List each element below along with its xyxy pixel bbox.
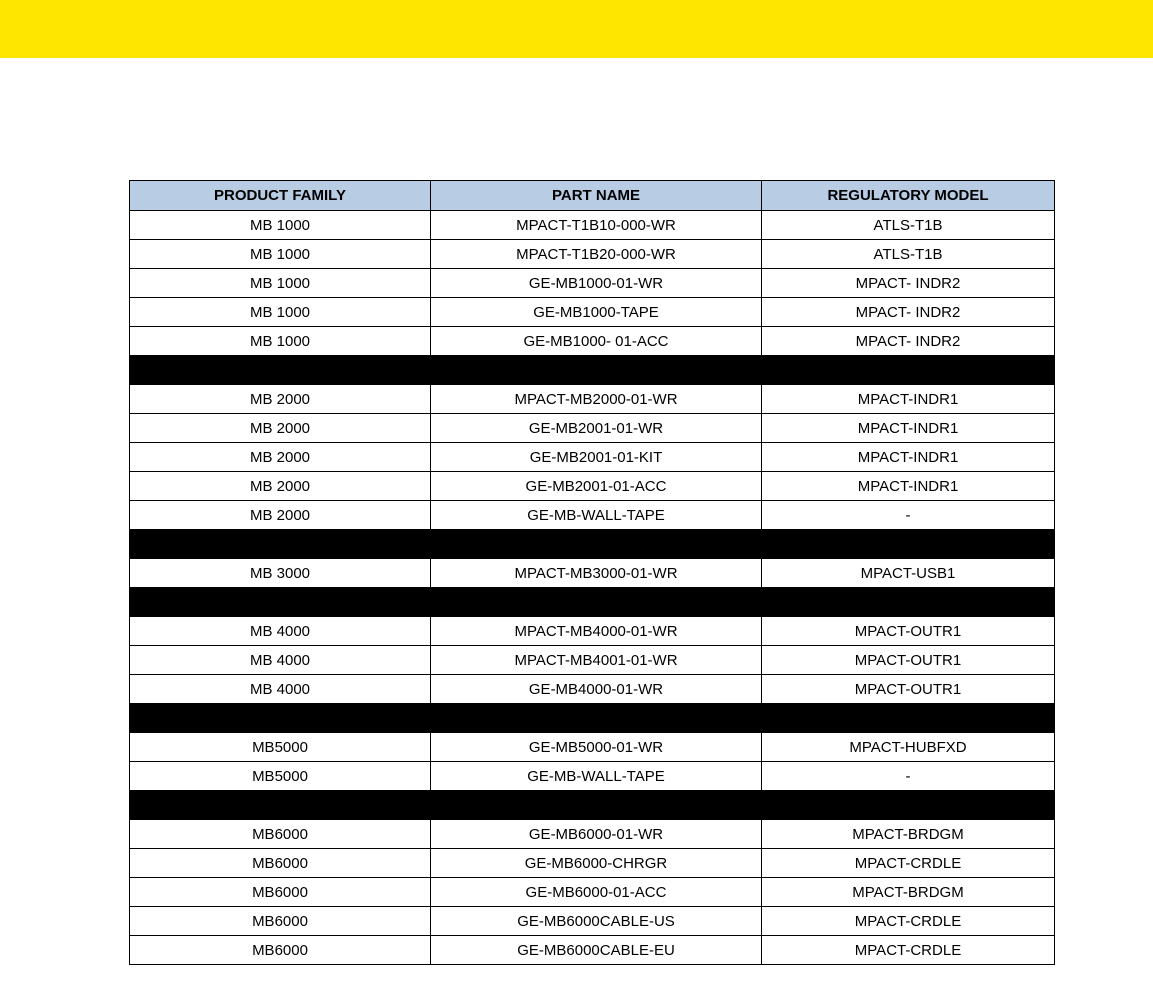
regulatory-model-table [129,180,1055,965]
product-family-cell: MB6000 [130,878,431,907]
product-family-cell: MB6000 [130,936,431,965]
regulatory-model-cell: - [762,501,1055,530]
table-row [130,733,1055,762]
table-row [130,472,1055,501]
regulatory-model-cell: MPACT-INDR1 [762,443,1055,472]
separator-row [130,791,1055,820]
regulatory-model-cell: MPACT- INDR2 [762,327,1055,356]
part-name-cell: GE-MB1000-01-WR [431,269,762,298]
product-family-cell: MB 2000 [130,472,431,501]
part-name-cell: GE-MB6000CABLE-US [431,907,762,936]
table-row [130,443,1055,472]
part-name-cell: GE-MB1000- 01-ACC [431,327,762,356]
product-family-cell: MB 1000 [130,327,431,356]
product-family-cell: MB 1000 [130,211,431,240]
header-row [130,181,1055,211]
table-row [130,675,1055,704]
header-product-family: PRODUCT FAMILY [130,181,431,211]
part-name-cell: GE-MB2001-01-WR [431,414,762,443]
table-row [130,617,1055,646]
regulatory-model-cell: MPACT-INDR1 [762,472,1055,501]
product-family-cell: MB 4000 [130,617,431,646]
product-family-cell: MB 1000 [130,298,431,327]
separator-row [130,530,1055,559]
product-family-cell: MB 2000 [130,501,431,530]
part-name-cell: GE-MB5000-01-WR [431,733,762,762]
table-row [130,414,1055,443]
separator-cell [130,704,1055,733]
part-name-cell: GE-MB4000-01-WR [431,675,762,704]
product-family-cell: MB 2000 [130,385,431,414]
part-name-cell: GE-MB-WALL-TAPE [431,501,762,530]
table-row [130,820,1055,849]
regulatory-model-cell: - [762,762,1055,791]
separator-row [130,704,1055,733]
regulatory-model-cell: ATLS-T1B [762,211,1055,240]
top-banner [0,0,1153,58]
part-name-cell: GE-MB2001-01-ACC [431,472,762,501]
table-row [130,385,1055,414]
table-row [130,849,1055,878]
product-family-cell: MB6000 [130,849,431,878]
product-family-cell: MB5000 [130,733,431,762]
table-row [130,559,1055,588]
part-name-cell: GE-MB6000-01-ACC [431,878,762,907]
regulatory-model-cell: MPACT-USB1 [762,559,1055,588]
product-family-cell: MB 2000 [130,414,431,443]
regulatory-model-cell: MPACT-OUTR1 [762,675,1055,704]
regulatory-model-cell: MPACT-INDR1 [762,385,1055,414]
table-row [130,936,1055,965]
part-name-cell: MPACT-MB4001-01-WR [431,646,762,675]
separator-cell [130,588,1055,617]
separator-cell [130,530,1055,559]
part-name-cell: MPACT-MB3000-01-WR [431,559,762,588]
table-row [130,298,1055,327]
header-regulatory-model: REGULATORY MODEL [762,181,1055,211]
table-row [130,646,1055,675]
regulatory-model-cell: MPACT-BRDGM [762,878,1055,907]
regulatory-model-cell: MPACT- INDR2 [762,269,1055,298]
regulatory-model-cell: MPACT-HUBFXD [762,733,1055,762]
part-name-cell: MPACT-MB2000-01-WR [431,385,762,414]
separator-cell [130,791,1055,820]
part-name-cell: GE-MB-WALL-TAPE [431,762,762,791]
table-header [130,181,1055,211]
product-family-cell: MB 1000 [130,240,431,269]
part-name-cell: MPACT-T1B10-000-WR [431,211,762,240]
table-row [130,269,1055,298]
part-name-cell: GE-MB6000-01-WR [431,820,762,849]
product-family-cell: MB 4000 [130,675,431,704]
product-family-cell: MB 2000 [130,443,431,472]
product-family-cell: MB 3000 [130,559,431,588]
separator-cell [130,356,1055,385]
regulatory-model-cell: MPACT-CRDLE [762,936,1055,965]
table-row [130,501,1055,530]
regulatory-model-cell: MPACT-CRDLE [762,907,1055,936]
table-row [130,211,1055,240]
table-row [130,878,1055,907]
table-body [130,211,1055,965]
product-family-cell: MB 4000 [130,646,431,675]
regulatory-model-cell: MPACT-INDR1 [762,414,1055,443]
header-part-name: PART NAME [431,181,762,211]
part-name-cell: MPACT-MB4000-01-WR [431,617,762,646]
separator-row [130,588,1055,617]
table-row [130,907,1055,936]
regulatory-model-cell: MPACT-OUTR1 [762,646,1055,675]
product-family-cell: MB6000 [130,820,431,849]
regulatory-model-cell: MPACT-OUTR1 [762,617,1055,646]
regulatory-model-cell: MPACT- INDR2 [762,298,1055,327]
part-name-cell: GE-MB6000-CHRGR [431,849,762,878]
product-family-cell: MB6000 [130,907,431,936]
part-name-cell: MPACT-T1B20-000-WR [431,240,762,269]
part-name-cell: GE-MB6000CABLE-EU [431,936,762,965]
table-row [130,327,1055,356]
table-row [130,762,1055,791]
separator-row [130,356,1055,385]
product-family-cell: MB5000 [130,762,431,791]
table-row [130,240,1055,269]
part-name-cell: GE-MB1000-TAPE [431,298,762,327]
product-family-cell: MB 1000 [130,269,431,298]
regulatory-model-cell: ATLS-T1B [762,240,1055,269]
regulatory-model-cell: MPACT-BRDGM [762,820,1055,849]
part-name-cell: GE-MB2001-01-KIT [431,443,762,472]
regulatory-model-cell: MPACT-CRDLE [762,849,1055,878]
